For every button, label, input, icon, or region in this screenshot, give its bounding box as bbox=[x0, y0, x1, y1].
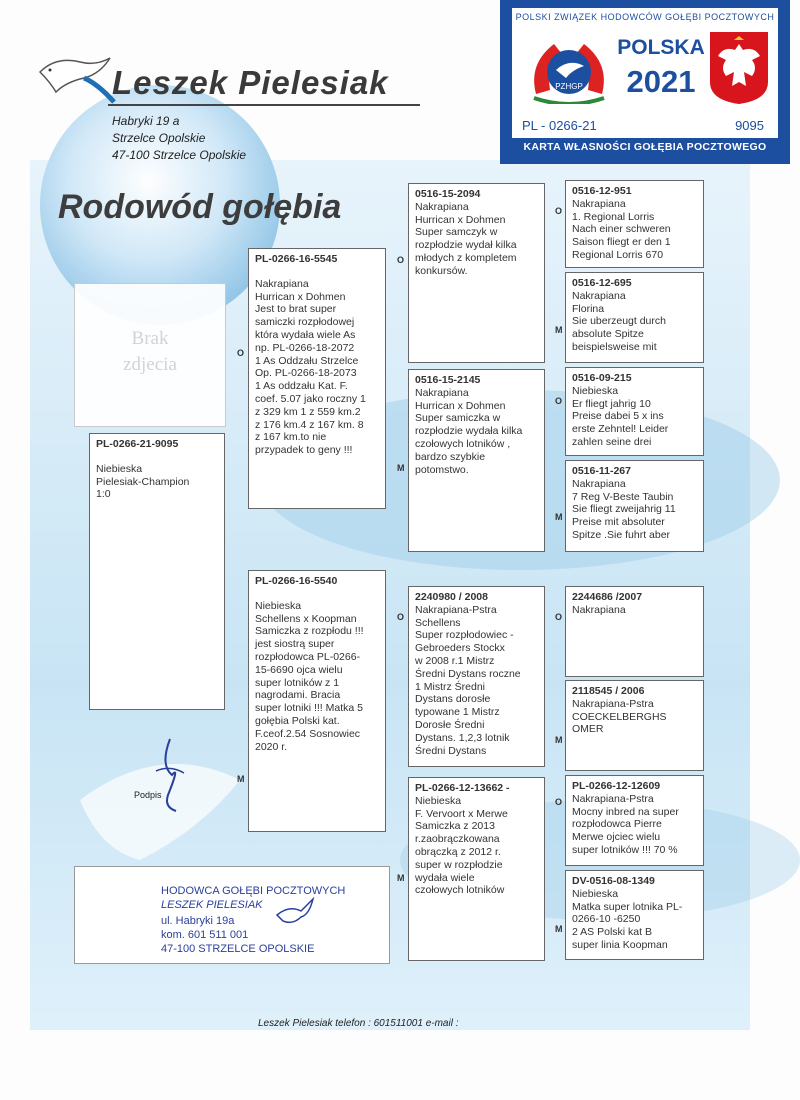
pedigree-card-mff bbox=[565, 586, 704, 677]
pigeon-note-line: Mocny inbred na super bbox=[572, 805, 679, 818]
contact-footer: Leszek Pielesiak telefon : 601511001 e-mail : bbox=[258, 1018, 459, 1029]
pigeon-note-line: Nakrapiana bbox=[572, 197, 626, 210]
pedigree-card-ff bbox=[408, 183, 545, 363]
signature-mark bbox=[150, 735, 190, 815]
pigeon-note-line: absolute Spitze bbox=[572, 328, 644, 341]
pigeon-note-line: Preise dabei 5 x ins bbox=[572, 410, 664, 423]
pigeon-note-line: Dorosłe Średni bbox=[415, 718, 485, 731]
pedigree-card-mother bbox=[248, 570, 386, 832]
pedigree-card-mm bbox=[408, 777, 545, 961]
pigeon-note-line: 7 Reg V-Beste Taubin bbox=[572, 490, 674, 503]
mother-marker: M bbox=[555, 924, 563, 934]
pigeon-note-line: super lotników z 1 bbox=[255, 676, 340, 689]
photo-placeholder-text: Brak bbox=[131, 328, 169, 349]
pigeon-note-line: 1 As Oddzału Strzelce bbox=[255, 354, 359, 367]
address-line: 47-100 Strzelce Opolskie bbox=[112, 148, 247, 162]
stamp-line: 47-100 STRZELCE OPOLSKIE bbox=[161, 943, 315, 955]
pedigree-card-fmf bbox=[565, 367, 704, 456]
pigeon-note-line: Hurrican x Dohmen bbox=[415, 399, 506, 412]
pigeon-note-line: Saison fliegt er den 1 bbox=[572, 236, 671, 249]
ring-number: PL-0266-16-5540 bbox=[255, 575, 338, 587]
stamp-line: kom. 601 511 001 bbox=[161, 929, 249, 941]
card-country: POLSKA bbox=[617, 36, 705, 59]
pigeon-note-line: Super samczyk w bbox=[415, 226, 498, 239]
pigeon-note-line: rozpłodzie wydał kilka bbox=[415, 239, 517, 252]
ring-number: 0516-11-267 bbox=[572, 465, 631, 477]
ring-number: PL-0266-12-13662 - bbox=[415, 782, 510, 794]
breeder-logo-icon bbox=[36, 52, 116, 104]
ring-number: 0516-12-695 bbox=[572, 277, 632, 289]
father-marker: O bbox=[555, 206, 563, 216]
pigeon-note-line: z 329 km 1 z 559 km.2 bbox=[255, 405, 361, 418]
pigeon-note-line: nagrodami. Bracia bbox=[255, 689, 341, 702]
mother-marker: M bbox=[397, 463, 405, 473]
pigeon-note-line: gołębia Polski kat. bbox=[255, 714, 340, 727]
father-marker: O bbox=[397, 255, 405, 265]
pigeon-note-line: rozpłodowca PL-0266- bbox=[255, 650, 361, 663]
stamp-line: HODOWCA GOŁĘBI POCZTOWYCH bbox=[161, 885, 346, 897]
pzhgp-logo-icon bbox=[526, 34, 612, 104]
pigeon-note-line: zahlen seine drei bbox=[572, 435, 652, 448]
pigeon-note-line: erste Zehntel! Leider bbox=[572, 423, 669, 436]
pigeon-note-line: 15-6690 ojca wielu bbox=[255, 663, 343, 676]
pigeon-note-line: Niebieska bbox=[572, 887, 619, 900]
pigeon-note-line: 0266-10 -6250 bbox=[572, 913, 641, 926]
pigeon-note-line: Sie fliegt zweijahrig 11 bbox=[572, 503, 676, 516]
pigeon-note-line: jest siostrą super bbox=[255, 638, 335, 651]
pigeon-note-line: Nakrapiana bbox=[415, 200, 469, 213]
pigeon-note-line: w 2008 r.1 Mistrz bbox=[415, 654, 495, 667]
father-marker: O bbox=[237, 348, 245, 358]
ring-number: DV-0516-08-1349 bbox=[572, 875, 655, 887]
mother-marker: M bbox=[397, 873, 405, 883]
pigeon-note-line: z 176 km.4 z 167 km. 8 bbox=[255, 418, 364, 431]
ring-number: 0516-09-215 bbox=[572, 372, 632, 384]
pigeon-note-line: 1 Mistrz Średni bbox=[415, 680, 486, 693]
pigeon-note-line: Op. PL-0266-18-2073 bbox=[255, 367, 357, 380]
pigeon-note-line: 2020 r. bbox=[255, 740, 288, 753]
pigeon-note-line: super w rozpłodzie bbox=[415, 858, 503, 871]
pigeon-note-line: Regional Lorris 670 bbox=[572, 248, 664, 261]
pigeon-note-line: Nakrapiana-Pstra bbox=[572, 792, 654, 805]
pigeon-note-line: Nakrapiana bbox=[572, 289, 626, 302]
pigeon-note-line: Nach einer schweren bbox=[572, 223, 671, 236]
pedigree-card-fmm bbox=[565, 460, 704, 552]
pigeon-note-line: Hurrican x Dohmen bbox=[415, 213, 506, 226]
pigeon-note-line: 1:0 bbox=[96, 488, 111, 501]
pigeon-note-line: Nakrapiana-Pstra bbox=[572, 697, 654, 710]
pigeon-note-line: Niebieska bbox=[96, 462, 143, 475]
ring-number: 2244686 /2007 bbox=[572, 591, 643, 603]
pigeon-note-line: OMER bbox=[572, 723, 604, 736]
card-year: 2021 bbox=[626, 64, 696, 99]
pigeon-note-line: Niebieska bbox=[255, 599, 302, 612]
pedigree-card-fm bbox=[408, 369, 545, 552]
stamp-line: ul. Habryki 19a bbox=[161, 915, 235, 927]
pigeon-note-line: beispielsweise mit bbox=[572, 340, 657, 353]
mother-marker: M bbox=[555, 735, 563, 745]
polish-eagle-emblem-icon bbox=[708, 30, 770, 106]
breeder-name: Leszek Pielesiak bbox=[112, 64, 389, 101]
pigeon-note-line: r.zaobrączkowana bbox=[415, 833, 500, 846]
pigeon-note-line: Dystans. 1,2,3 lotnik bbox=[415, 731, 510, 744]
photo-placeholder bbox=[74, 283, 226, 427]
address-line: Strzelce Opolskie bbox=[112, 131, 206, 145]
pigeon-note-line: Schellens bbox=[415, 616, 461, 629]
address-line: Habryki 19 a bbox=[112, 114, 180, 128]
pigeon-note-line: Samiczka z rozpłodu !!! bbox=[255, 625, 364, 638]
ring-number: 0516-15-2145 bbox=[415, 374, 481, 386]
pigeon-note-line: Super samiczka w bbox=[415, 412, 501, 425]
pigeon-note-line: Niebieska bbox=[572, 384, 619, 397]
pigeon-note-line: F.ceof.2.54 Sosnowiec bbox=[255, 727, 361, 740]
pigeon-note-line: Średni Dystans roczne bbox=[415, 667, 521, 680]
pigeon-note-line: konkursów. bbox=[415, 264, 468, 277]
ring-number: 0516-12-951 bbox=[572, 185, 632, 197]
pigeon-note-line: przypadek to geny !!! bbox=[255, 444, 353, 457]
pigeon-note-line: Preise mit absoluter bbox=[572, 516, 665, 529]
pigeon-note-line: Samiczka z 2013 bbox=[415, 820, 495, 833]
pigeon-note-line: młodych z kompletem bbox=[415, 251, 517, 264]
pigeon-note-line: bardzo szybkie bbox=[415, 450, 486, 463]
page-title: Rodowód gołębia bbox=[58, 188, 342, 226]
pigeon-note-line: czołowych lotników bbox=[415, 884, 505, 897]
pigeon-note-line: Gebroeders Stockx bbox=[415, 642, 505, 655]
pigeon-note-line: z 167 km.to nie bbox=[255, 431, 327, 444]
pigeon-note-line: super lotników !!! 70 % bbox=[572, 843, 678, 856]
dove-icon bbox=[275, 897, 315, 927]
pigeon-note-line: Dystans dorosłe bbox=[415, 693, 491, 706]
pigeon-note-line bbox=[255, 266, 379, 278]
mother-marker: M bbox=[237, 774, 245, 784]
ring-number: 2118545 / 2006 bbox=[572, 685, 645, 697]
pedigree-card-subject bbox=[89, 433, 225, 710]
pigeon-note-line: wydała wiele bbox=[415, 871, 475, 884]
mother-marker: M bbox=[555, 512, 563, 522]
card-serial: 9095 bbox=[735, 118, 764, 133]
stamp-line: LESZEK PIELESIAK bbox=[161, 899, 263, 911]
pigeon-note-line: Schellens x Koopman bbox=[255, 612, 357, 625]
pigeon-note-line: typowane 1 Mistrz bbox=[415, 706, 500, 719]
pigeon-note-line: Pielesiak-Champion bbox=[96, 475, 190, 488]
pigeon-note-line: Średni Dystans bbox=[415, 744, 487, 757]
photo-placeholder-text: zdjecia bbox=[123, 354, 177, 375]
card-header: POLSKI ZWIĄZEK HODOWCÓW GOŁĘBI POCZTOWYCH bbox=[515, 12, 775, 22]
father-marker: O bbox=[397, 612, 405, 622]
signature-label: Podpis bbox=[134, 790, 162, 800]
name-underline bbox=[108, 104, 420, 106]
pigeon-note-line: super lotniki !!! Matka 5 bbox=[255, 702, 363, 715]
pigeon-note-line: Florina bbox=[572, 302, 605, 315]
pigeon-note-line: rozpłodzie wydała kilka bbox=[415, 425, 523, 438]
pedigree-card-mmf bbox=[565, 775, 704, 866]
pigeon-note-line: F. Vervoort x Merwe bbox=[415, 807, 508, 820]
pigeon-note-line: Merwe ojciec wielu bbox=[572, 831, 661, 844]
pigeon-note-line: samiczki rozpłodowej bbox=[255, 316, 355, 329]
pigeon-note-line: która wydała wiele As bbox=[255, 328, 356, 341]
pigeon-note-line: obrączką z 2012 r. bbox=[415, 845, 501, 858]
pigeon-note-line: Hurrican x Dohmen bbox=[255, 290, 346, 303]
pigeon-note-line: potomstwo. bbox=[415, 463, 469, 476]
pigeon-note-line: Nakrapiana bbox=[255, 277, 309, 290]
pigeon-note-line: 2 AS Polski kat B bbox=[572, 926, 652, 939]
pigeon-note-line: Matka super lotnika PL- bbox=[572, 900, 683, 913]
pigeon-note-line bbox=[255, 588, 379, 600]
card-ring-number: PL - 0266-21 bbox=[522, 118, 597, 133]
pigeon-note-line: Nakrapiana bbox=[572, 477, 626, 490]
pigeon-note-line: np. PL-0266-18-2072 bbox=[255, 341, 355, 354]
father-marker: O bbox=[555, 797, 563, 807]
pigeon-note-line: Nakrapiana bbox=[572, 603, 626, 616]
father-marker: O bbox=[555, 612, 563, 622]
ownership-card bbox=[500, 0, 790, 164]
pigeon-note-line: Nakrapiana-Pstra bbox=[415, 603, 497, 616]
pigeon-note-line: super linia Koopman bbox=[572, 938, 668, 951]
pigeon-note-line: Sie uberzeugt durch bbox=[572, 315, 666, 328]
pzhgp-logo-text: PZHGP bbox=[555, 82, 583, 91]
ring-number: 0516-15-2094 bbox=[415, 188, 481, 200]
pigeon-note-line: Jest to brat super bbox=[255, 303, 337, 316]
pigeon-note-line: Spitze .Sie fuhrt aber bbox=[572, 528, 671, 541]
ring-number: PL-0266-16-5545 bbox=[255, 253, 338, 265]
breeder-stamp bbox=[74, 866, 390, 964]
pigeon-note-line bbox=[96, 451, 218, 463]
pigeon-note-line: Er fliegt jahrig 10 bbox=[572, 397, 651, 410]
pedigree-card-mmm bbox=[565, 870, 704, 960]
ring-number: PL-0266-12-12609 bbox=[572, 780, 661, 792]
pigeon-note-line: Niebieska bbox=[415, 794, 462, 807]
father-marker: O bbox=[555, 396, 563, 406]
pedigree-card-mf bbox=[408, 586, 545, 767]
ring-number: PL-0266-21-9095 bbox=[96, 438, 179, 450]
pedigree-card-fff bbox=[565, 180, 704, 268]
pigeon-note-line: coef. 5.07 jako roczny 1 bbox=[255, 392, 366, 405]
pigeon-note-line: Super rozpłodowiec - bbox=[415, 629, 514, 642]
mother-marker: M bbox=[555, 325, 563, 335]
ring-number: 2240980 / 2008 bbox=[415, 591, 488, 603]
card-footer: KARTA WŁASNOŚCI GOŁĘBIA POCZTOWEGO bbox=[523, 141, 767, 153]
pigeon-note-line: 1. Regional Lorris bbox=[572, 210, 655, 223]
pigeon-note-line: Nakrapiana bbox=[415, 386, 469, 399]
pedigree-card-mfm bbox=[565, 680, 704, 771]
pigeon-note-line: rozpłodowca Pierre bbox=[572, 818, 662, 831]
pedigree-card-father bbox=[248, 248, 386, 509]
pedigree-card-ffm bbox=[565, 272, 704, 363]
pigeon-note-line: 1 As oddzału Kat. F. bbox=[255, 380, 348, 393]
pigeon-note-line: COECKELBERGHS bbox=[572, 710, 667, 723]
pigeon-note-line: czołowych lotników , bbox=[415, 437, 511, 450]
